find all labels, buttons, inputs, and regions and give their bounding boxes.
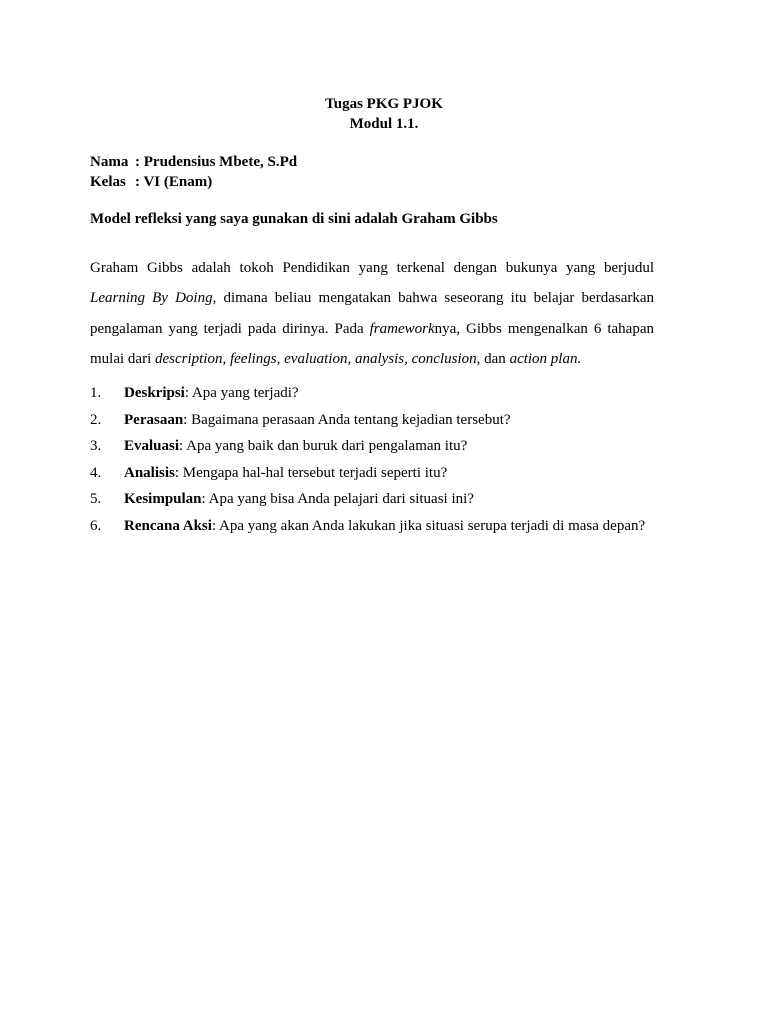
- stage-conclusion: conclusion: [411, 350, 477, 367]
- list-item-number: 2.: [90, 411, 102, 428]
- list-item-term: Perasaan: [124, 411, 184, 428]
- book-title: Learning By Doing: [90, 290, 213, 307]
- name-row: [90, 152, 297, 172]
- list-item-number: 3.: [90, 438, 102, 455]
- list-item: [90, 486, 690, 513]
- class-label: Kelas: [90, 174, 126, 190]
- list-item-text: : Bagaimana perasaan Anda tentang kejadian tersebut?: [183, 411, 511, 428]
- stage-action-plan: action plan.: [509, 350, 582, 367]
- list-item: [90, 433, 690, 460]
- list-item-text: : Apa yang terjadi?: [184, 385, 299, 401]
- list-item-term: Evaluasi: [124, 438, 180, 455]
- list-item-term: Deskripsi: [124, 385, 185, 401]
- stage-separator: ,: [347, 350, 355, 367]
- list-item-text: : Mengapa hal-hal tersebut terjadi seperti itu?: [174, 464, 448, 481]
- document-title-block: [0, 94, 768, 134]
- stage-separator: ,: [222, 350, 230, 367]
- identity-block: [90, 152, 297, 192]
- stage-separator-final: , dan: [476, 350, 510, 367]
- paragraph-text-3: nya, Gibbs mengenalkan 6 tahapan mulai dari: [90, 320, 654, 367]
- list-item: [90, 460, 690, 487]
- list-item-term: Rencana Aksi: [124, 517, 212, 534]
- stage-feelings: feelings: [229, 350, 277, 367]
- list-item-term: Kesimpulan: [124, 491, 202, 508]
- name-value: : Prudensius Mbete, S.Pd: [135, 154, 298, 170]
- stage-separator: ,: [404, 350, 412, 367]
- list-item-number: 6.: [90, 517, 102, 534]
- list-item-term: Analisis: [124, 464, 175, 481]
- list-item: [90, 513, 690, 540]
- reflection-steps-list: [90, 380, 690, 540]
- list-item: [90, 380, 690, 407]
- list-item-text: : Apa yang akan Anda lakukan jika situasi serupa terjadi di masa depan?: [211, 517, 646, 534]
- document-subtitle: Modul 1.1.: [349, 116, 419, 132]
- name-label: Nama: [90, 154, 129, 170]
- document-title: Tugas PKG PJOK: [325, 96, 443, 112]
- class-value: : VI (Enam): [135, 174, 213, 190]
- stage-analysis: analysis: [354, 350, 405, 367]
- class-row: [90, 172, 297, 192]
- paragraph-text-2: , dimana beliau mengatakan bahwa seseorang itu belajar berdasarkan pengalaman yang terjadi pada dirinya. Pada: [90, 290, 655, 337]
- list-item-number: 5.: [90, 491, 102, 508]
- stage-separator: ,: [276, 350, 285, 367]
- list-item-number: 4.: [90, 464, 102, 481]
- list-item-text: : Apa yang baik dan buruk dari pengalaman itu?: [179, 438, 468, 455]
- list-item: [90, 407, 690, 434]
- framework-term: framework: [369, 320, 435, 337]
- list-item-number: 1.: [90, 385, 102, 401]
- stage-evaluation: evaluation: [284, 350, 348, 367]
- stage-description: description: [154, 350, 223, 367]
- section-heading: Model refleksi yang saya gunakan di sini adalah Graham Gibbs: [90, 211, 498, 227]
- list-item-text: : Apa yang bisa Anda pelajari dari situasi ini?: [201, 491, 474, 508]
- paragraph-text-1: Graham Gibbs adalah tokoh Pendidikan yang terkenal dengan bukunya yang berjudul: [90, 260, 654, 276]
- body-paragraph: [90, 253, 654, 374]
